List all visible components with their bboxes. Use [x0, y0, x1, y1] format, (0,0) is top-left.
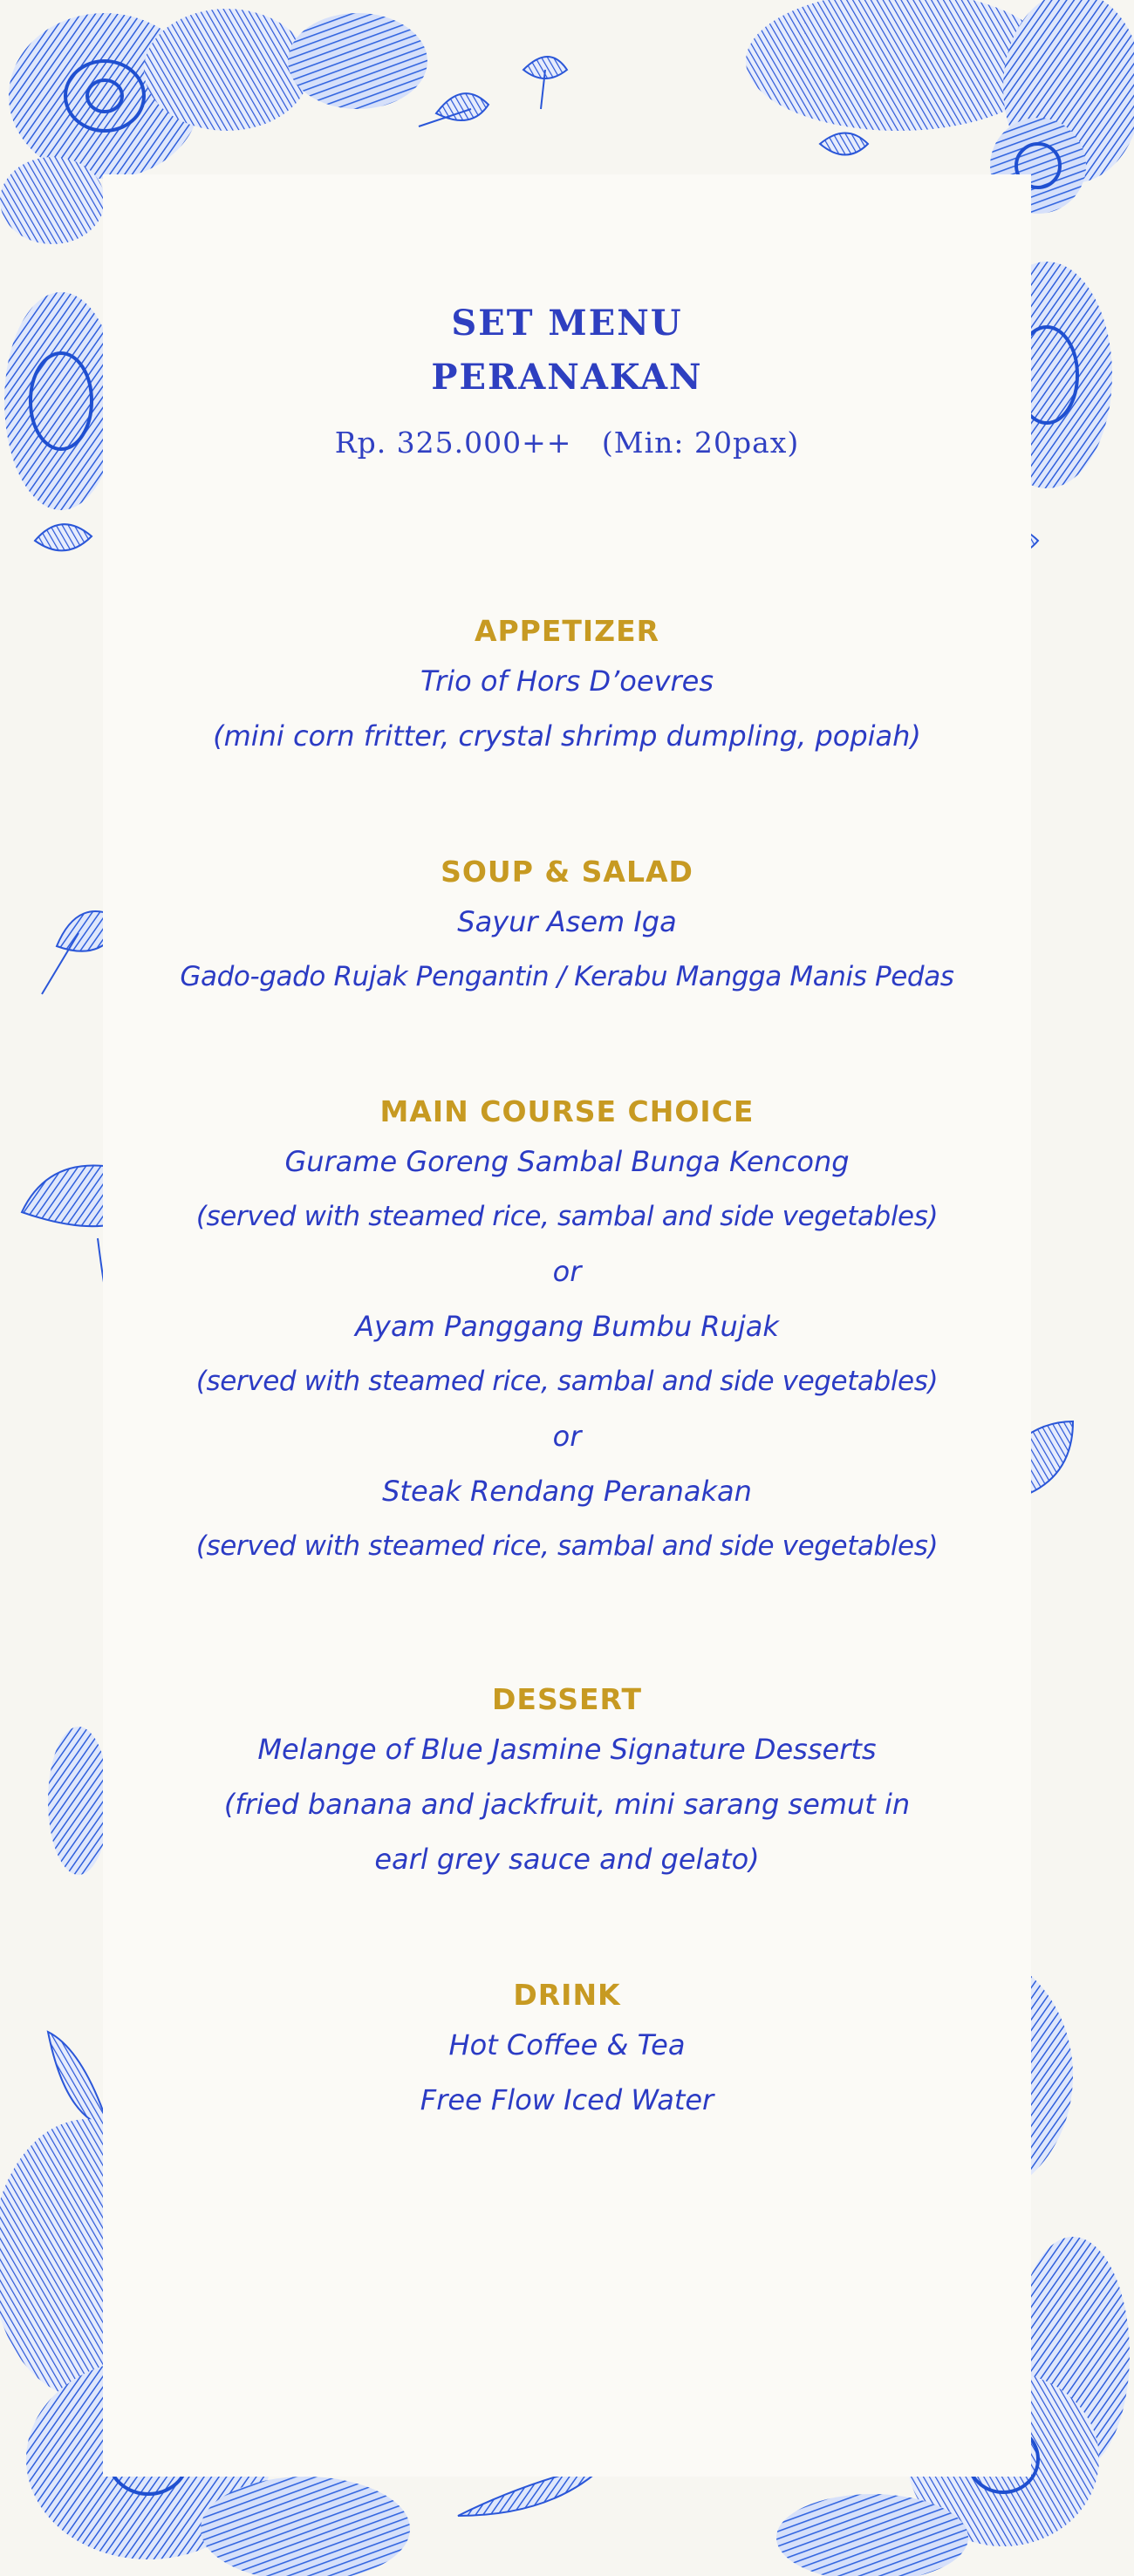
menu-title-line1: SET MENU: [451, 303, 683, 344]
menu-title-line2: PERANAKAN: [431, 357, 703, 398]
menu-item-description: (fried banana and jackfruit, mini sarang semut in: [223, 1788, 911, 1821]
menu-item: Hot Coffee & Tea: [448, 2028, 686, 2061]
menu-item-description: (served with steamed rice, sambal and side vegetables): [195, 1530, 939, 1562]
menu-item-description: (served with steamed rice, sambal and side vegetables): [195, 1201, 939, 1232]
menu-item: Gado-gado Rujak Pengantin / Kerabu Mangga Manis Pedas: [180, 961, 954, 992]
menu-item: Free Flow Iced Water: [420, 2083, 714, 2116]
section-dessert: [0, 1677, 1134, 1887]
section-main-course: [0, 1089, 1134, 1574]
section-heading: SOUP & SALAD: [441, 855, 693, 889]
section-heading: APPETIZER: [474, 614, 660, 648]
choice-separator: or: [552, 1255, 582, 1288]
menu-item: Sayur Asem Iga: [457, 905, 677, 938]
menu-item: Melange of Blue Jasmine Signature Desserts: [257, 1733, 877, 1766]
section-heading: DESSERT: [492, 1682, 642, 1716]
menu-item: Trio of Hors D’oevres: [420, 664, 714, 698]
menu-minimum: (Min: 20pax): [601, 426, 800, 460]
section-drink: [0, 1973, 1134, 2128]
menu-item: Ayam Panggang Bumbu Rujak: [355, 1310, 779, 1343]
section-appetizer: [0, 609, 1134, 764]
menu-price: Rp. 325.000++: [334, 426, 572, 460]
section-heading: MAIN COURSE CHOICE: [379, 1094, 755, 1128]
menu-item-description: (served with steamed rice, sambal and side vegetables): [195, 1366, 939, 1397]
section-heading: DRINK: [513, 1978, 621, 2012]
choice-separator: or: [552, 1420, 582, 1453]
section-soup-salad: [0, 849, 1134, 1005]
menu-item-description: (mini corn fritter, crystal shrimp dumpling, popiah): [213, 719, 921, 753]
menu-item-description: earl grey sauce and gelato): [374, 1843, 760, 1876]
menu-item: Steak Rendang Peranakan: [382, 1475, 752, 1508]
menu-price-line: [0, 426, 1134, 460]
menu-item: Gurame Goreng Sambal Bunga Kencong: [284, 1145, 850, 1178]
